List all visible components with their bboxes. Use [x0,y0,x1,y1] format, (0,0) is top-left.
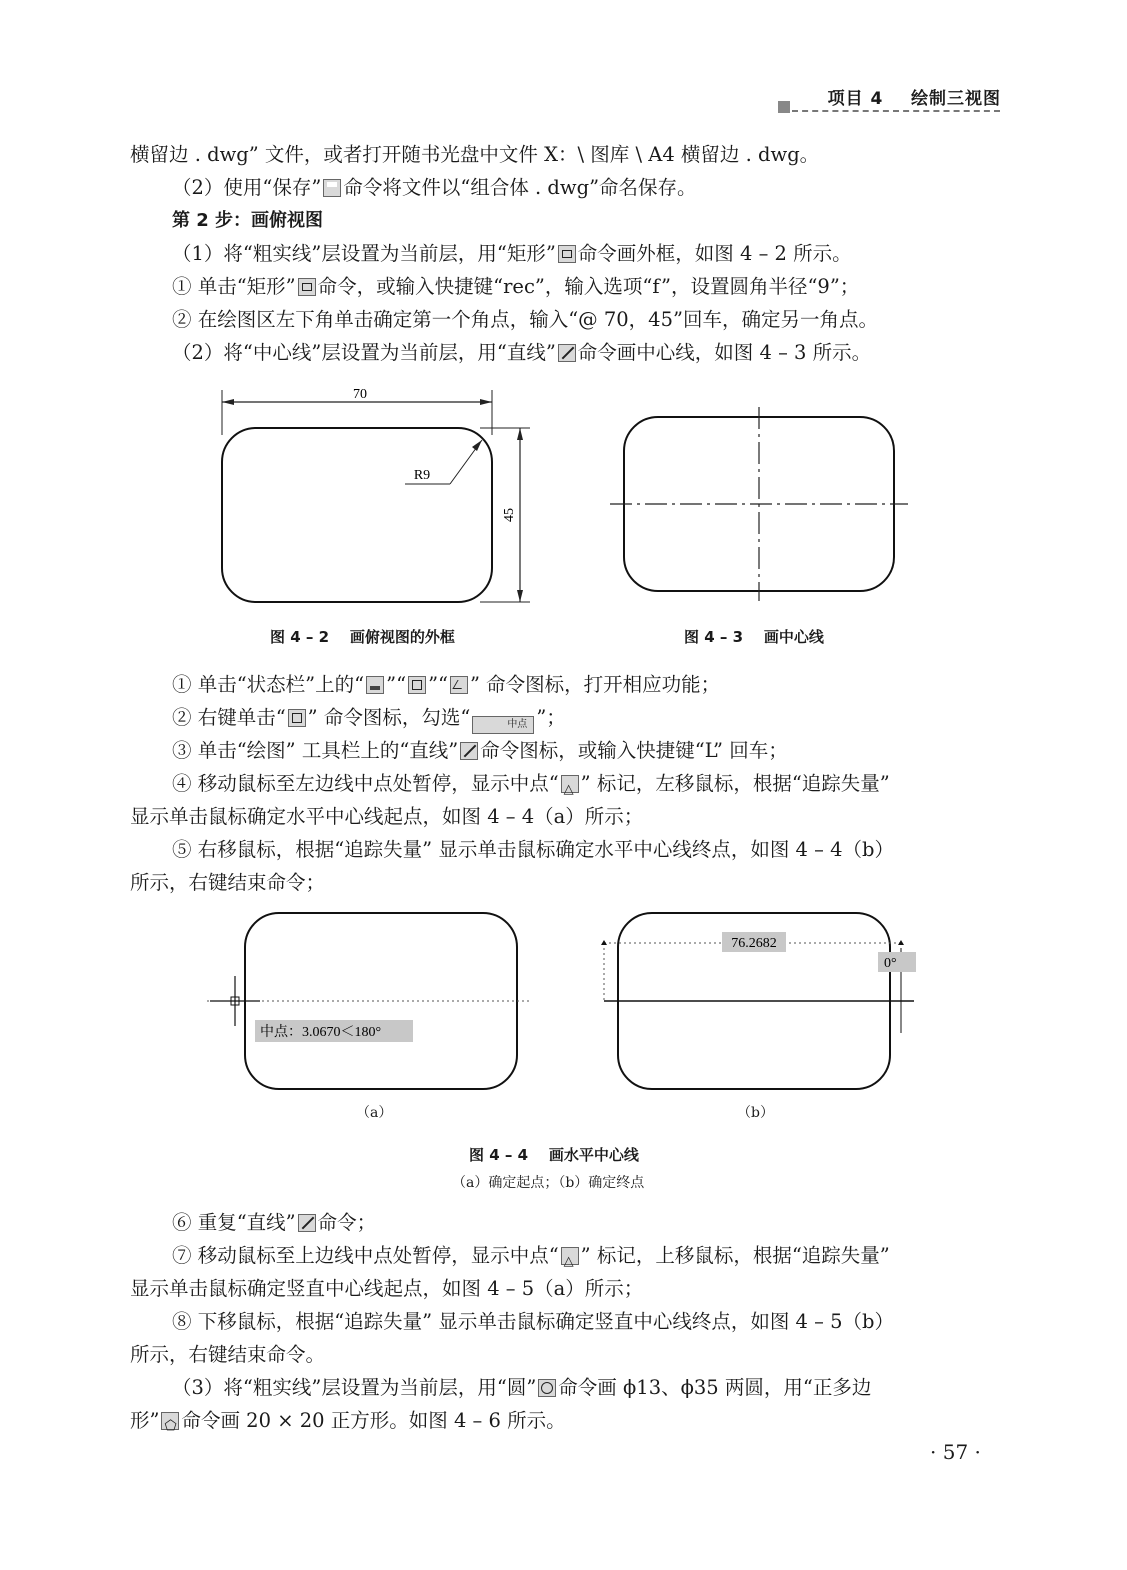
para-circles-cont: 形”⬠ 命令画 20 × 20 正方形。如图 4 – 6 所示。 [130,1404,1000,1437]
tracking-arrow-right [898,940,904,945]
radius-arrowhead [472,440,482,451]
figure-4-4a-drawing [205,908,535,1098]
object-snap-icon [288,709,306,727]
arrowhead-top [517,428,523,440]
midpoint-marker-icon [561,775,579,793]
para-rightclick: ② 右键单击“ ” 命令图标，勾选“ 中点 ”； [172,701,1000,734]
midpoint-marker-icon [561,1247,579,1265]
rectangle-icon [558,245,576,263]
object-snap-tracking-icon [366,676,384,694]
figure-4-4-subcaption: （a）确定起点；（b）确定终点 [452,1175,645,1191]
para-corner: ② 在绘图区左下角单击确定第一个角点，输入“@ 70，45”回车，确定另一角点。 [172,308,878,331]
figure-4-4b-drawing [596,908,926,1098]
para-centerline-layer: （2）将“中心线”层设置为当前层，用“直线” 命令画中心线，如图 4 – 3 所示。 [172,341,872,364]
step-heading: 第 2 步：画俯视图 [172,210,324,231]
para-save: （2）使用“保存” 命令将文件以“组合体 . dwg”命名保存。 [172,176,697,199]
figure-4-4-caption: 图 4 – 4 画水平中心线 [469,1146,639,1164]
para-line-cmd: ③ 单击“绘图” 工具栏上的“直线” 命令图标，或输入快捷键“L” 回车； [172,739,788,762]
arrowhead-right [480,399,492,405]
dim-width-text: 70 [353,387,367,402]
para-statusbar: ① 单击“状态栏”上的“ ”“ ”“ ” 命令图标，打开相应功能； [172,673,721,696]
para-down-move-cont: 所示，右键结束命令。 [130,1343,326,1366]
header-dashed-line [792,110,1000,112]
figure-4-3-drawing [608,405,913,605]
para-left-midpoint: ④ 移动鼠标至左边线中点处暂停，显示中点“△ ” 标记，左移鼠标，根据“追踪失量” [172,767,1000,800]
figure-4-3-caption: 图 4 – 3 画中心线 [684,628,824,646]
line-icon [460,742,478,760]
radius-text: R9 [413,468,431,483]
para-down-move: ⑧ 下移鼠标，根据“追踪失量” 显示单击鼠标确定竖直中心线终点，如图 4 – 5（b） [172,1310,894,1333]
rounded-rectangle [222,428,492,602]
polar-tracking-icon [450,676,468,694]
figure-4-2-drawing [210,380,540,610]
dim-height-text: 45 [502,508,517,522]
arrowhead-bottom [517,590,523,602]
arrowhead-left [222,399,234,405]
para-repeat-line: ⑥ 重复“直线” 命令； [172,1211,377,1234]
line-icon [298,1214,316,1232]
length-tooltip-text: 76.2682 [731,936,777,951]
para-circles: （3）将“粗实线”层设置为当前层，用“圆” 命令画 ϕ13、ϕ35 两圆，用“正多边 [172,1376,872,1399]
para-right-move-cont: 所示，右键结束命令； [130,871,326,894]
circle-icon [538,1379,556,1397]
para-rect-layer: （1）将“粗实线”层设置为当前层，用“矩形” 命令画外框，如图 4 – 2 所示。 [172,242,852,265]
tooltip-text: 中点：3.0670＜180° [260,1025,382,1040]
rounded-rectangle [245,913,517,1089]
running-header: 项目 4 绘制三视图 [827,89,1001,109]
midpoint-option-icon: 中点 [472,716,534,734]
para-left-midpoint-cont: 显示单击鼠标确定水平中心线起点，如图 4 – 4（a）所示； [130,805,644,828]
angle-tooltip-text: 0° [884,956,897,971]
rectangle-icon [298,278,316,296]
para-top-midpoint: ⑦ 移动鼠标至上边线中点处暂停，显示中点“△ ” 标记，上移鼠标，根据“追踪失量” [172,1239,1000,1272]
object-snap-icon [408,676,426,694]
save-icon [323,179,341,197]
line-icon [558,344,576,362]
header-rule [778,101,1000,113]
page-number: · 57 · [930,1440,981,1464]
figure-4-4b-label: （b） [737,1105,774,1121]
para-file-continued: 横留边 . dwg” 文件，或者打开随书光盘中文件 X：\ 图库 \ A4 横留边 . dwg。 [130,143,820,166]
para-rect-click: ① 单击“矩形” 命令，或输入快捷键“rec”，输入选项“f”，设置圆角半径“9”； [172,275,860,298]
header-block-mark [778,101,790,113]
para-top-midpoint-cont: 显示单击鼠标确定竖直中心线起点，如图 4 – 5（a）所示； [130,1277,644,1300]
tracking-arrow-left [601,940,607,945]
figure-4-2-caption: 图 4 – 2 画俯视图的外框 [270,628,455,646]
figure-4-4a-label: （a） [356,1105,393,1121]
para-right-move: ⑤ 右移鼠标，根据“追踪失量” 显示单击鼠标确定水平中心线终点，如图 4 – 4（b） [172,838,894,861]
polygon-icon [161,1412,179,1430]
